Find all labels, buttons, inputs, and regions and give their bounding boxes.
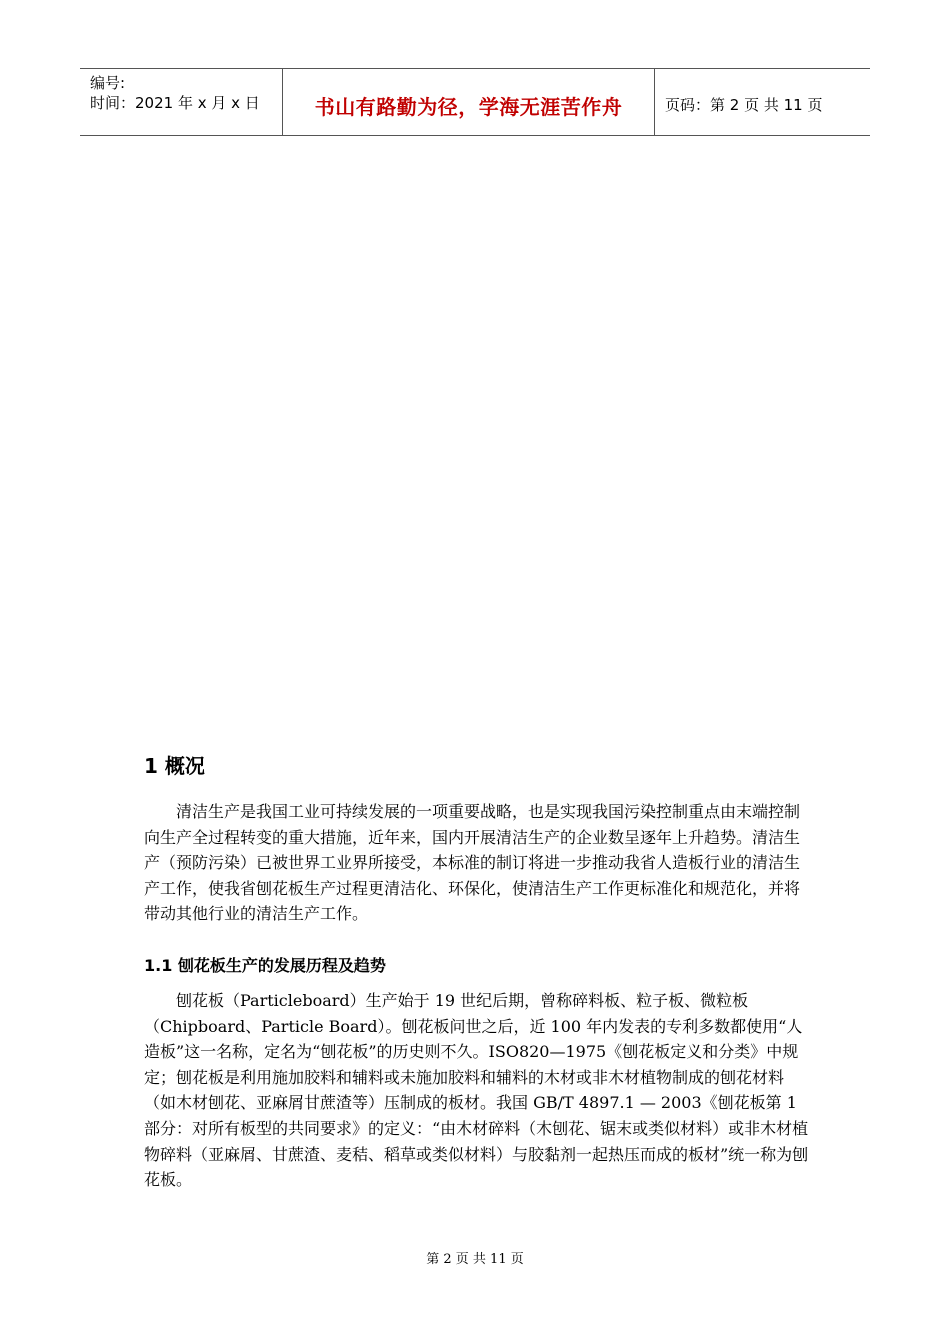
document-time-label: 时间：2021 年 x 月 x 日 (90, 94, 260, 112)
subsection-paragraph: 刨花板（Particleboard）生产始于 19 世纪后期，曾称碎料板、粒子板、微粒板（Chipboard、Particle Board）。刨花板问世之后，近 100 年内发表的专利多数都使用“人造板”这一名称，定名为“刨花板”的历史则不久。ISO820—1975《刨花板定义和分类》中规定；刨花板是利用施加胶料和辅料或未施加胶料和辅料的木材或非木材植物制成的刨花材料（如木材刨花、亚麻屑甘蔗渣等）压制成的板材。我国 GB/T 4897.1 — 2003《刨花板第 1 部分：对所有板型的共同要求》的定义：“由木材碎料（木刨花、锯末或类似材料）或非木材植物碎料（亚麻屑、甘蔗渣、麦秸、稻草或类似材料）与胶黏剂一起热压而成的板材”统一称为刨花板。 (144, 991, 809, 1190)
header-divider (654, 69, 655, 135)
header-motto: 书山有路勤为径，学海无涯苦作舟 (314, 95, 623, 119)
page-header (80, 68, 870, 136)
page-footer: 第 2 页 共 11 页 (426, 1252, 524, 1267)
subsection-title: 1.1 刨花板生产的发展历程及趋势 (144, 956, 386, 975)
header-meta (90, 73, 260, 113)
section-paragraph: 清洁生产是我国工业可持续发展的一项重要战略，也是实现我国污染控制重点由末端控制向生产全过程转变的重大措施，近年来，国内开展清洁生产的企业数呈逐年上升趋势。清洁生产（预防污染）已被世界工业界所接受，本标准的制订将进一步推动我省人造板行业的清洁生产工作，使我省刨花板生产过程更清洁化、环保化，使清洁生产工作更标准化和规范化，并将带动其他行业的清洁生产工作。 (144, 802, 801, 924)
section-title: 1 概况 (144, 754, 205, 778)
header-page-info: 页码：第 2 页 共 11 页 (665, 96, 823, 114)
document-number-label: 编号: (90, 74, 126, 92)
